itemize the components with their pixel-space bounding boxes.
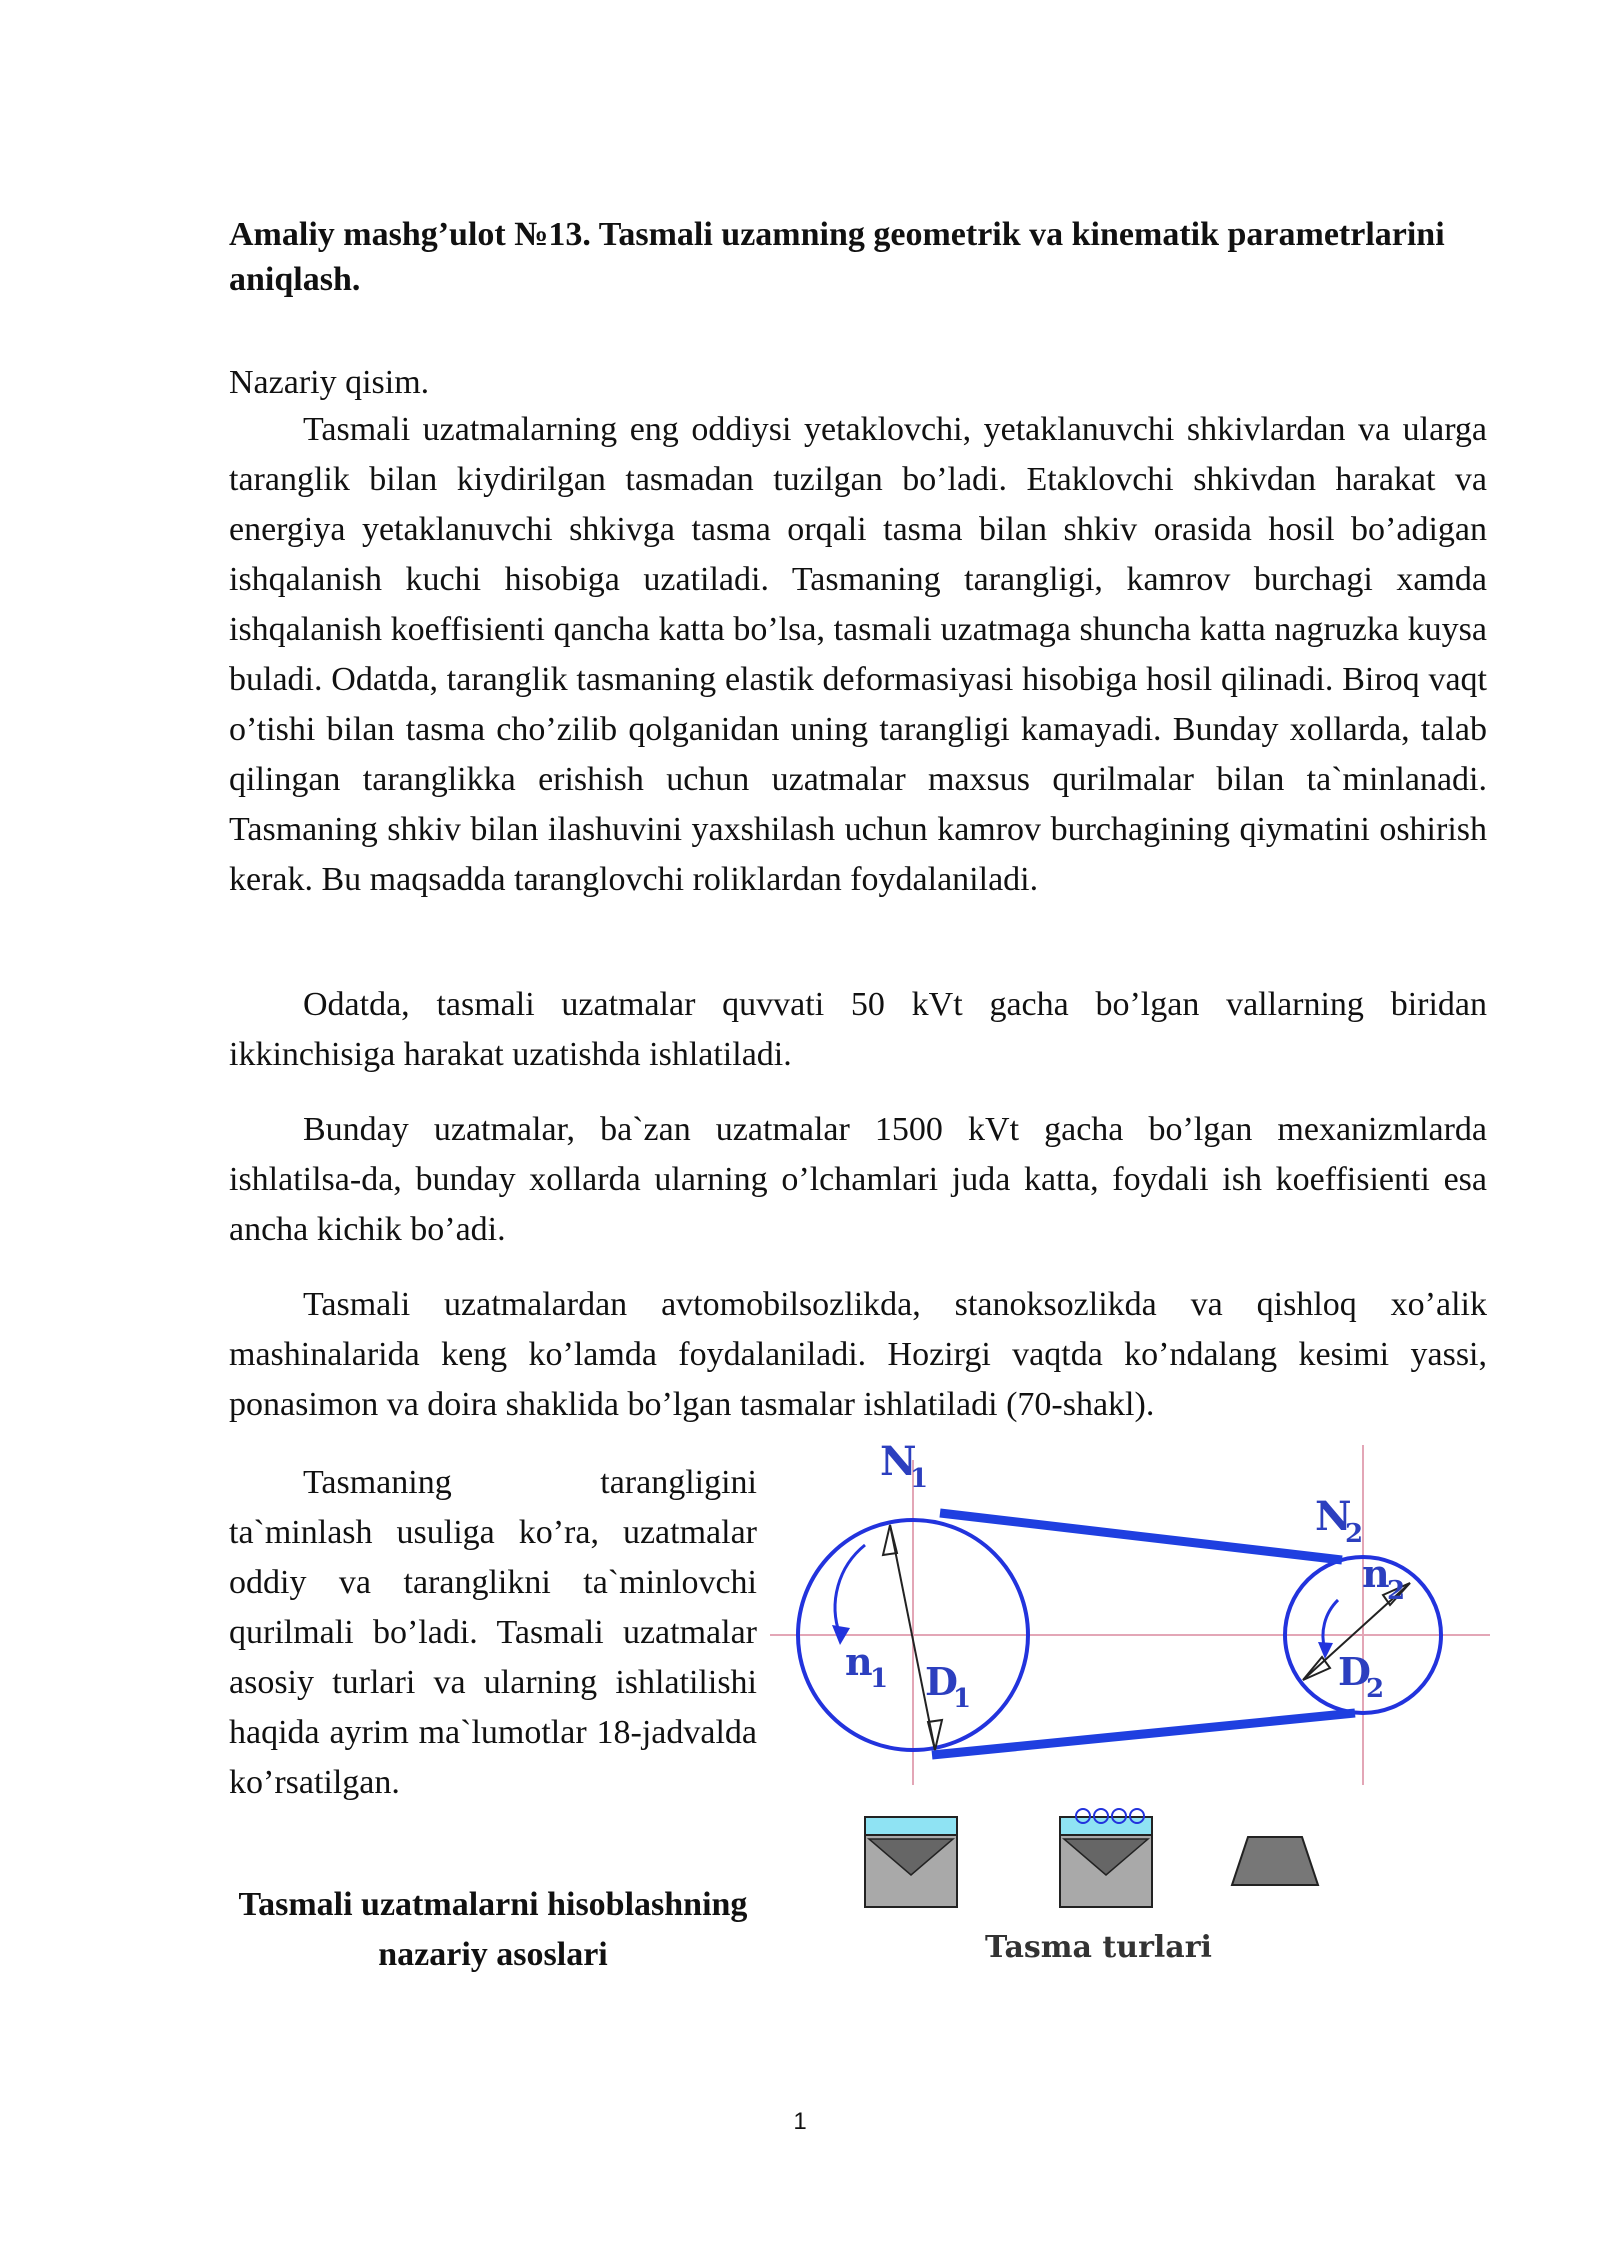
page-title: Amaliy mashg’ulot №13. Tasmali uzamning geometrik va kinematik parametrlarini aniqlash. bbox=[229, 216, 1445, 298]
belt-drive-figure bbox=[770, 1425, 1490, 1965]
label-N2-sub: 2 bbox=[1345, 1519, 1364, 1549]
label-D2: D bbox=[1338, 1649, 1371, 1694]
label-N2: N bbox=[1315, 1493, 1352, 1540]
figure-caption: Tasma turlari bbox=[985, 1930, 1212, 1965]
v-belt-section bbox=[1232, 1837, 1318, 1885]
label-n2: n bbox=[1362, 1551, 1390, 1596]
paragraph-1: Tasmali uzatmalarning eng oddiysi yetaklovchi, yetaklanuvchi shkivlardan va ularga taranglik bilan kiydirilgan tasmadan tuzilgan bo’ladi. Etaklovchi shkivdan harakat va energiya yetaklanuvchi shkivga tasma orqali tasma bilan shkiv orasida hosil bo’adigan ishqalanish kuchi hisobiga uzatiladi. Tasmaning tarangligi, kamrov burchagi xamda ishqalanish koeffisienti qancha katta bo’lsa, tasmali uzatmaga shuncha katta nagruzka kuysa buladi. Odatda, taranglik tasmaning elastik deformasiyasi hisobiga hosil qilinadi. Biroq vaqt o’tishi bilan tasma cho’zilib qolganidan uning tarangligi kamayadi. Bunday xollarda, talab qilingan taranglikka erishish uchun uzatmalar maxsus qurilmalar bilan ta`minlanadi. Tasmaning shkiv bilan ilashuvini yaxshilash uchun kamrov burchagining qiymatini oshirish kerak. Bu maqsadda taranglovchi roliklardan foydalaniladi. bbox=[229, 411, 1487, 898]
label-N1: N bbox=[880, 1438, 917, 1485]
flat-belt-section bbox=[865, 1817, 957, 1907]
label-n1-sub: 1 bbox=[870, 1664, 889, 1694]
page-number: 1 bbox=[793, 2108, 807, 2135]
n2-arrowhead bbox=[1318, 1642, 1333, 1659]
label-D1-sub: 1 bbox=[953, 1684, 972, 1714]
section-subheading: Tasmali uzatmalarni hisoblashning nazariy asoslari bbox=[238, 1886, 748, 1973]
paragraph-4: Tasmali uzatmalardan avtomobilsozlikda, stanoksozlikda va qishloq xo’alik mashinalarida keng ko’lamda foydalaniladi. Hozirgi vaqtda ko’ndalang kesimi yassi, ponasimon va doira shaklida bo’lgan tasmalar ishlatiladi (70-shakl). bbox=[229, 1286, 1487, 1423]
label-n1: n bbox=[845, 1639, 873, 1684]
label-N1-sub: 1 bbox=[910, 1464, 929, 1494]
belt-drive-diagram bbox=[770, 1425, 1490, 1965]
round-cord-belt-section bbox=[1060, 1809, 1152, 1907]
paragraph-2: Odatda, tasmali uzatmalar quvvati 50 kVt gacha bo’lgan vallarning biridan ikkinchisiga harakat uzatishda ishlatiladi. bbox=[229, 986, 1487, 1073]
label-D1: D bbox=[925, 1659, 958, 1704]
label-n2-sub: 2 bbox=[1387, 1576, 1406, 1606]
section-label: Nazariy qisim. bbox=[229, 364, 430, 401]
belt-upper-run bbox=[940, 1513, 1342, 1560]
label-D2-sub: 2 bbox=[1366, 1674, 1385, 1704]
paragraph-3: Bunday uzatmalar, ba`zan uzatmalar 1500 kVt gacha bo’lgan mexanizmlarda ishlatilsa-da, bunday xollarda ularning o’lchamlari juda katta, foydali ish koeffisienti esa ancha kichik bo’adi. bbox=[229, 1111, 1487, 1248]
n1-rotation-arrow bbox=[835, 1545, 865, 1635]
belt-lower-run bbox=[932, 1713, 1355, 1755]
side-paragraph: Tasmaning tarangligini ta`minlash usuliga ko’ra, uzatmalar oddiy va taranglikni ta`minlovchi qurilmali bo’ladi. Tasmali uzatmalar asosiy turlari va ularning ishlatilishi haqida ayrim ma`lumotlar 18-jadvalda ko’rsatilgan. bbox=[229, 1464, 757, 1801]
